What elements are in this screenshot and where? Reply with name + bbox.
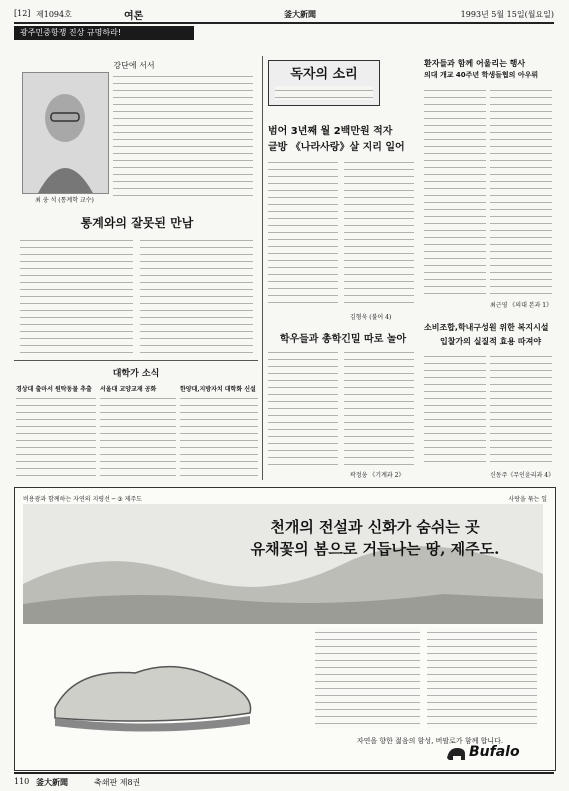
article1-headline-1: 범어 3년째 월 2백만원 적자 <box>268 126 393 137</box>
univ-news-title: 대학가 소식 <box>112 369 160 379</box>
bison-logo-icon <box>445 744 467 764</box>
article1-text-2 <box>344 158 414 308</box>
article4-text-2 <box>490 352 552 466</box>
ad-headline-1: 천개의 전설과 신화가 숨쉬는 곳 <box>270 518 480 536</box>
article2-headline-1: 환자들과 함께 어울리는 행사 <box>424 59 526 68</box>
article2-text-2 <box>490 86 552 296</box>
slogan-banner: 광주민중항쟁 진상 규명하라! <box>14 26 194 40</box>
photo-caption: 최 웅 석 (통계학 교수) <box>35 197 94 204</box>
shoe-image <box>45 638 265 738</box>
column-divider <box>262 56 263 480</box>
page-header <box>14 6 554 24</box>
article3-text-2 <box>344 348 414 468</box>
article4-headline-2: 입찰가의 실질적 효용 따져야 <box>440 337 542 346</box>
univ-news-item-2: 서울대 교양교재 공화 <box>100 386 157 393</box>
ad-text-2 <box>427 628 537 728</box>
article1-byline: 김형욱 (불어 4) <box>350 314 392 321</box>
article1-headline-2: 글방 《나라사랑》살 지리 일어 <box>268 142 405 153</box>
article4-headline-1: 소비조합,학내구성원 위한 복지시설 <box>424 323 549 332</box>
advertisement <box>14 487 556 771</box>
footer-page-number: 110 <box>14 777 30 786</box>
ad-brand: Bufalo <box>469 744 520 760</box>
column-title: 강단에 서서 <box>113 61 155 70</box>
article4-text-1 <box>424 352 486 466</box>
article3-byline: 곽정웅 《기계과 2》 <box>350 472 405 479</box>
essay-text-left <box>20 236 133 354</box>
essay-text-right <box>140 236 253 354</box>
footer-paper-name: 釜大新聞 <box>36 777 68 787</box>
section-name: 여론 <box>124 11 144 22</box>
article2-headline-2: 의대 개교 40주년 학생들협의 아우뤼 <box>424 71 539 79</box>
essay-text-top <box>113 72 253 202</box>
page-footer <box>14 772 554 788</box>
univ-news-item-3: 한양대,지방자치 대학화 신설 <box>180 386 256 393</box>
article3-headline: 학우들과 총학긴밀 따로 놀아 <box>279 334 407 345</box>
footer-edition: 축쇄판 제8권 <box>94 778 141 787</box>
ad-headline-2: 유채꽃의 봄으로 거듭나는 땅, 제주도. <box>250 540 500 558</box>
article1-text-1 <box>268 158 338 308</box>
univ-news-text-2 <box>100 394 176 478</box>
paper-name: 釜大新聞 <box>284 9 316 19</box>
reader-box-title: 독자의 소리 <box>290 67 358 82</box>
ad-slogan: 자연을 향한 젊음의 함성, 버팔로가 함께 합니다. <box>356 737 504 745</box>
article2-text-1 <box>424 86 486 296</box>
issue-number: 제1094호 <box>36 10 72 19</box>
reader-box-text <box>275 86 373 100</box>
reader-box <box>268 60 380 106</box>
divider <box>14 360 258 361</box>
univ-news-item-1: 경상대 출마서 원탁동물 추출 <box>16 386 92 393</box>
author-photo <box>22 72 109 194</box>
page-number: [12] <box>14 9 31 18</box>
issue-date: 1993년 5월 15일(월요일) <box>460 10 554 19</box>
ad-corner-label: 사랑을 묶는 일 <box>508 496 547 503</box>
univ-news-text-3 <box>180 394 258 478</box>
article4-byline: 신동주《무인윤리과 4》 <box>490 472 555 479</box>
article2-byline: 최근영 《의대 본과 1》 <box>490 302 553 309</box>
ad-top-label: 비용광과 함께하는 자연의 지평선 ─ ③ 제주도 <box>23 496 142 503</box>
essay-headline: 통계와의 잘못된 만남 <box>80 216 194 230</box>
ad-text-1 <box>315 628 420 728</box>
univ-news-text-1 <box>16 394 96 478</box>
article3-text-1 <box>268 348 338 468</box>
